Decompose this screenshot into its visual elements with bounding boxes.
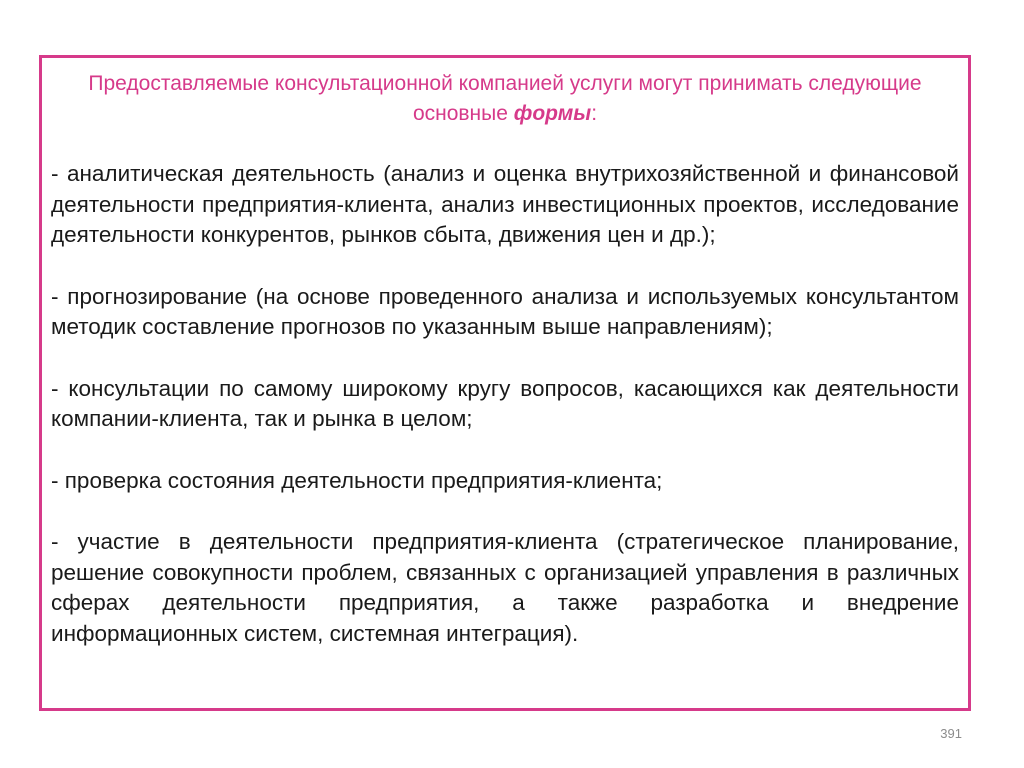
list-item-audit: - проверка состояния деятельности предприятия-клиента; <box>51 467 663 493</box>
paragraph-gap <box>51 343 959 374</box>
paragraph-gap <box>51 251 959 282</box>
slide-frame <box>39 55 971 711</box>
slide-body <box>51 159 959 649</box>
title-emphasis: формы <box>513 102 592 125</box>
list-item-analytics: - аналитическая деятельность (анализ и оценка внутрихозяйственной и финансовой деятельности предприятия-клиента, анализ инвестиционных проектов, исследование деятельности конкурентов, рынков сбыта, движения цен и др.); <box>51 161 959 247</box>
title-text: Предоставляемые консультационной компанией услуги могут принимать следующие основные <box>88 72 922 125</box>
list-item-consulting: - консультации по самому широкому кругу вопросов, касающихся как деятельности компании-клиента, так и рынка в целом; <box>51 375 959 431</box>
page-number: 391 <box>940 726 962 741</box>
list-item-participation: - участие в деятельности предприятия-клиента (стратегическое планирование, решение совокупности проблем, связанных с организацией управления в различных сферах деятельности предприятия, а также разработка и внедрение информационных систем, системная интеграция). <box>51 529 959 646</box>
paragraph-gap <box>51 435 959 466</box>
title-colon: : <box>591 102 598 125</box>
paragraph-gap <box>51 496 959 527</box>
slide-title <box>42 69 968 129</box>
list-item-forecasting: - прогнозирование (на основе проведенного анализа и используемых консультантом методик составление прогнозов по указанным выше направлениям); <box>51 283 959 339</box>
